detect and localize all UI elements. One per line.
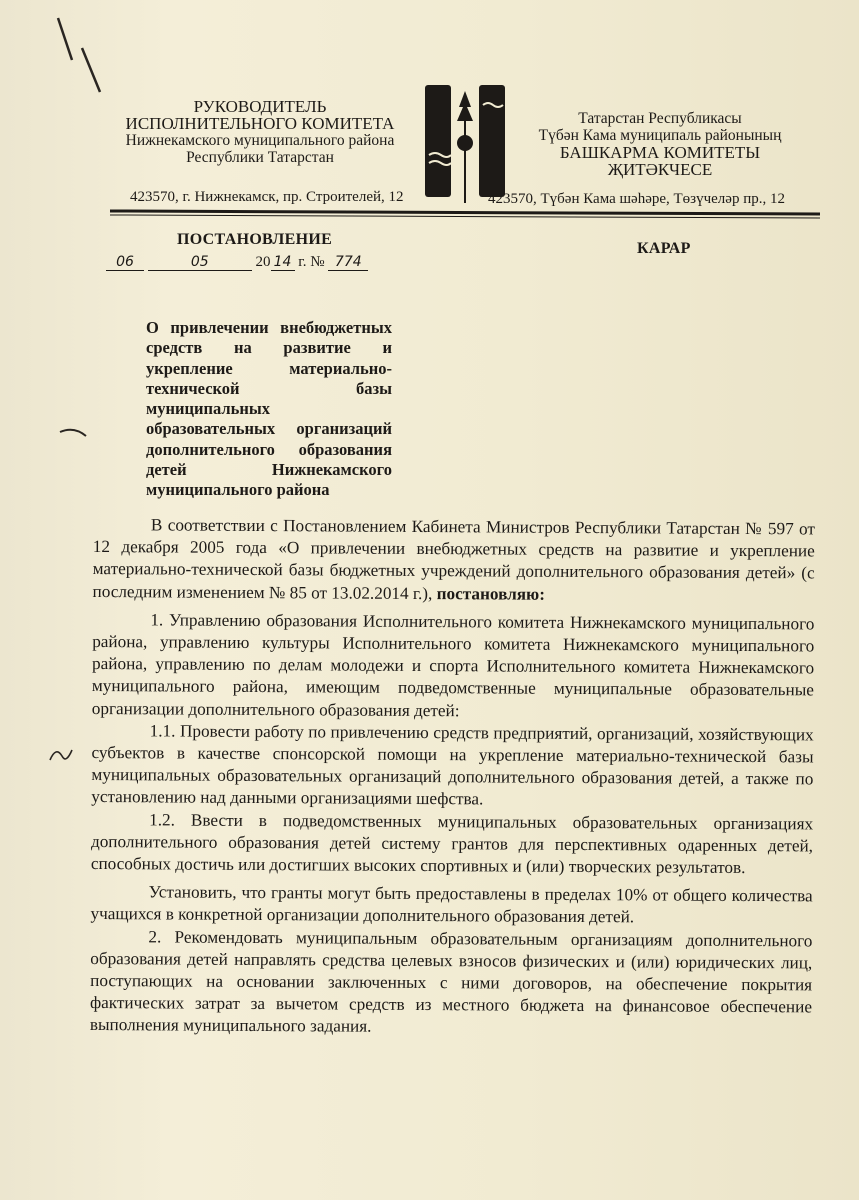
issuer-line: Татарстан Республикасы	[578, 110, 742, 127]
clause-1-1: 1.1. Провести работу по привлечению средств предприятий, организаций, хозяйствующих субъектов в качестве спонсорской помощи на укрепление материально-технической базы муниципальных образовательных организаций дополнительного образования детей, а также по установлению над данными организациями шефства.	[91, 721, 814, 809]
clause-1-2: 1.2. Ввести в подведомственных муниципальных образовательных организациях дополнительного образования детей систему грантов для перспективных одаренных детей, способных достичь или достигших высоких спортивных и (или) творческих результатов.	[90, 809, 814, 878]
preamble-text: В соответствии с Постановлением Кабинета Министров Республики Татарстан № 597 от 12 декабря 2005 года «О привлечении внебюджетных средств на развитие и укрепление материально-технической базы бюджетных учреждений дополнительного образования детей» (с последним изменением № 85 от 13.02.2014 г.),	[92, 515, 815, 603]
issuer-block-ru	[110, 98, 410, 166]
date-year-suffix: 14	[271, 254, 295, 271]
date-year-prefix: 20	[255, 254, 271, 270]
preamble-resolution: постановляю:	[436, 583, 546, 604]
date-number-line	[106, 254, 368, 271]
clause-1: 1. Управлению образования Исполнительного комитета Нижнекамского муниципального района, управлению культуры Исполнительного комитета Нижнекамского муниципального района, управлению по делам молодежи и спорта Исполнительного комитета Нижнекамского муниципального района, имеющим подведомственные муниципальные образовательные организации дополнительного образования детей:	[91, 610, 815, 720]
preamble	[92, 514, 815, 607]
date-month: 05	[148, 254, 252, 271]
issuer-line: ҖИТӘКЧЕСЕ	[607, 160, 713, 179]
address-tt: 423570, Түбән Кама шәһәре, Төзүчеләр пр., 12	[488, 191, 785, 207]
coat-of-arms-emblem	[425, 85, 505, 205]
document-body	[90, 514, 815, 1041]
issuer-line: БАШКАРМА КОМИТЕТЫ	[559, 143, 761, 162]
clause-2: 2. Рекомендовать муниципальным образовательным организациям дополнительного образования детей направлять средства целевых взносов физических и (или) юридических лиц, поступающих на основании заключенных с ними договоров, на обеспечение покрытия фактических затрат за вычетом средств из местного бюджета на финансовое обеспечение выполнения муниципального задания.	[89, 927, 813, 1037]
issuer-line: Нижнекамского муниципального района	[125, 132, 395, 149]
issuer-line: Республики Татарстан	[186, 149, 334, 166]
number-label: г. №	[298, 254, 325, 270]
clause-grants: Установить, что гранты могут быть предоставлены в пределах 10% от общего количества учащихся в конкретной организации дополнительного образования детей.	[90, 882, 813, 927]
issuer-block-tt	[515, 110, 805, 178]
date-day: 06	[106, 254, 144, 271]
issuer-line: РУКОВОДИТЕЛЬ	[193, 97, 327, 116]
doc-number: 774	[328, 254, 368, 271]
doc-type-ru: ПОСТАНОВЛЕНИЕ	[177, 231, 333, 248]
address-ru: 423570, г. Нижнекамск, пр. Строителей, 12	[130, 189, 404, 205]
issuer-line: ИСПОЛНИТЕЛЬНОГО КОМИТЕТА	[125, 114, 395, 133]
document-title: О привлечении внебюджетных средств на развитие и укрепление материально-технической базы муниципальных образовательных организаций дополнительного образования детей Нижнекамского муниципального района	[146, 318, 392, 500]
doc-type-tt: КАРАР	[637, 240, 691, 257]
issuer-line: Түбән Кама муниципаль районының	[538, 127, 782, 144]
